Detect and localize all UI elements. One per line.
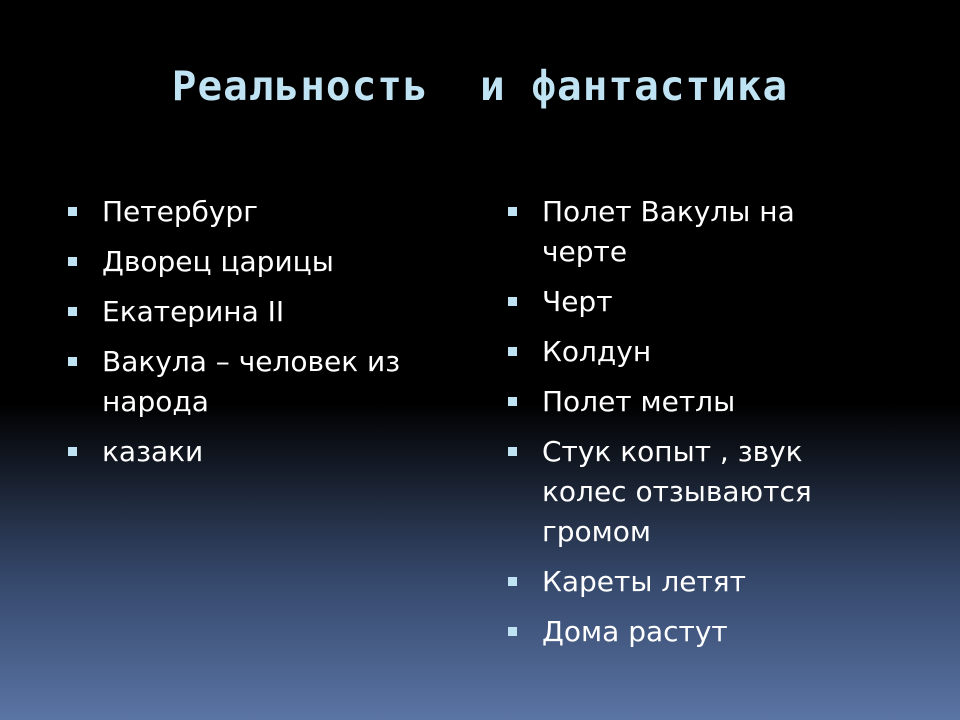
square-bullet-icon	[68, 357, 77, 366]
square-bullet-icon	[68, 257, 77, 266]
list-item	[508, 612, 868, 652]
list-item	[508, 382, 868, 422]
fantasy-list	[508, 192, 868, 662]
list-item-text: Полет Вакулы на черте	[542, 195, 795, 268]
list-item	[68, 432, 448, 472]
list-item-text: Полет метлы	[542, 385, 736, 418]
square-bullet-icon	[68, 307, 77, 316]
list-item-text: Кареты летят	[542, 565, 746, 598]
square-bullet-icon	[508, 447, 517, 456]
list-item-text: Дома растут	[542, 615, 728, 648]
square-bullet-icon	[508, 397, 517, 406]
list-item	[508, 562, 868, 602]
list-item-text: Колдун	[542, 335, 652, 368]
list-item-text: казаки	[102, 435, 204, 468]
list-item-text: Екатерина II	[102, 295, 285, 328]
list-item	[68, 242, 448, 282]
list-item	[68, 342, 448, 422]
square-bullet-icon	[68, 447, 77, 456]
list-item	[508, 432, 868, 552]
list-item	[508, 282, 868, 322]
list-item-text: Черт	[542, 285, 613, 318]
list-item	[68, 292, 448, 332]
slide-title: Реальность и фантастика	[171, 62, 789, 110]
square-bullet-icon	[508, 347, 517, 356]
list-item-text: Вакула – человек из народа	[102, 345, 401, 418]
list-item-text: Дворец царицы	[102, 245, 334, 278]
list-item-text: Петербург	[102, 195, 258, 228]
list-item	[508, 332, 868, 372]
list-item-text: Стук копыт , звук колес отзываются громом	[542, 435, 812, 548]
square-bullet-icon	[508, 297, 517, 306]
square-bullet-icon	[68, 207, 77, 216]
square-bullet-icon	[508, 627, 517, 636]
square-bullet-icon	[508, 207, 517, 216]
list-item	[508, 192, 868, 272]
square-bullet-icon	[508, 577, 517, 586]
reality-list	[68, 192, 448, 482]
list-item	[68, 192, 448, 232]
